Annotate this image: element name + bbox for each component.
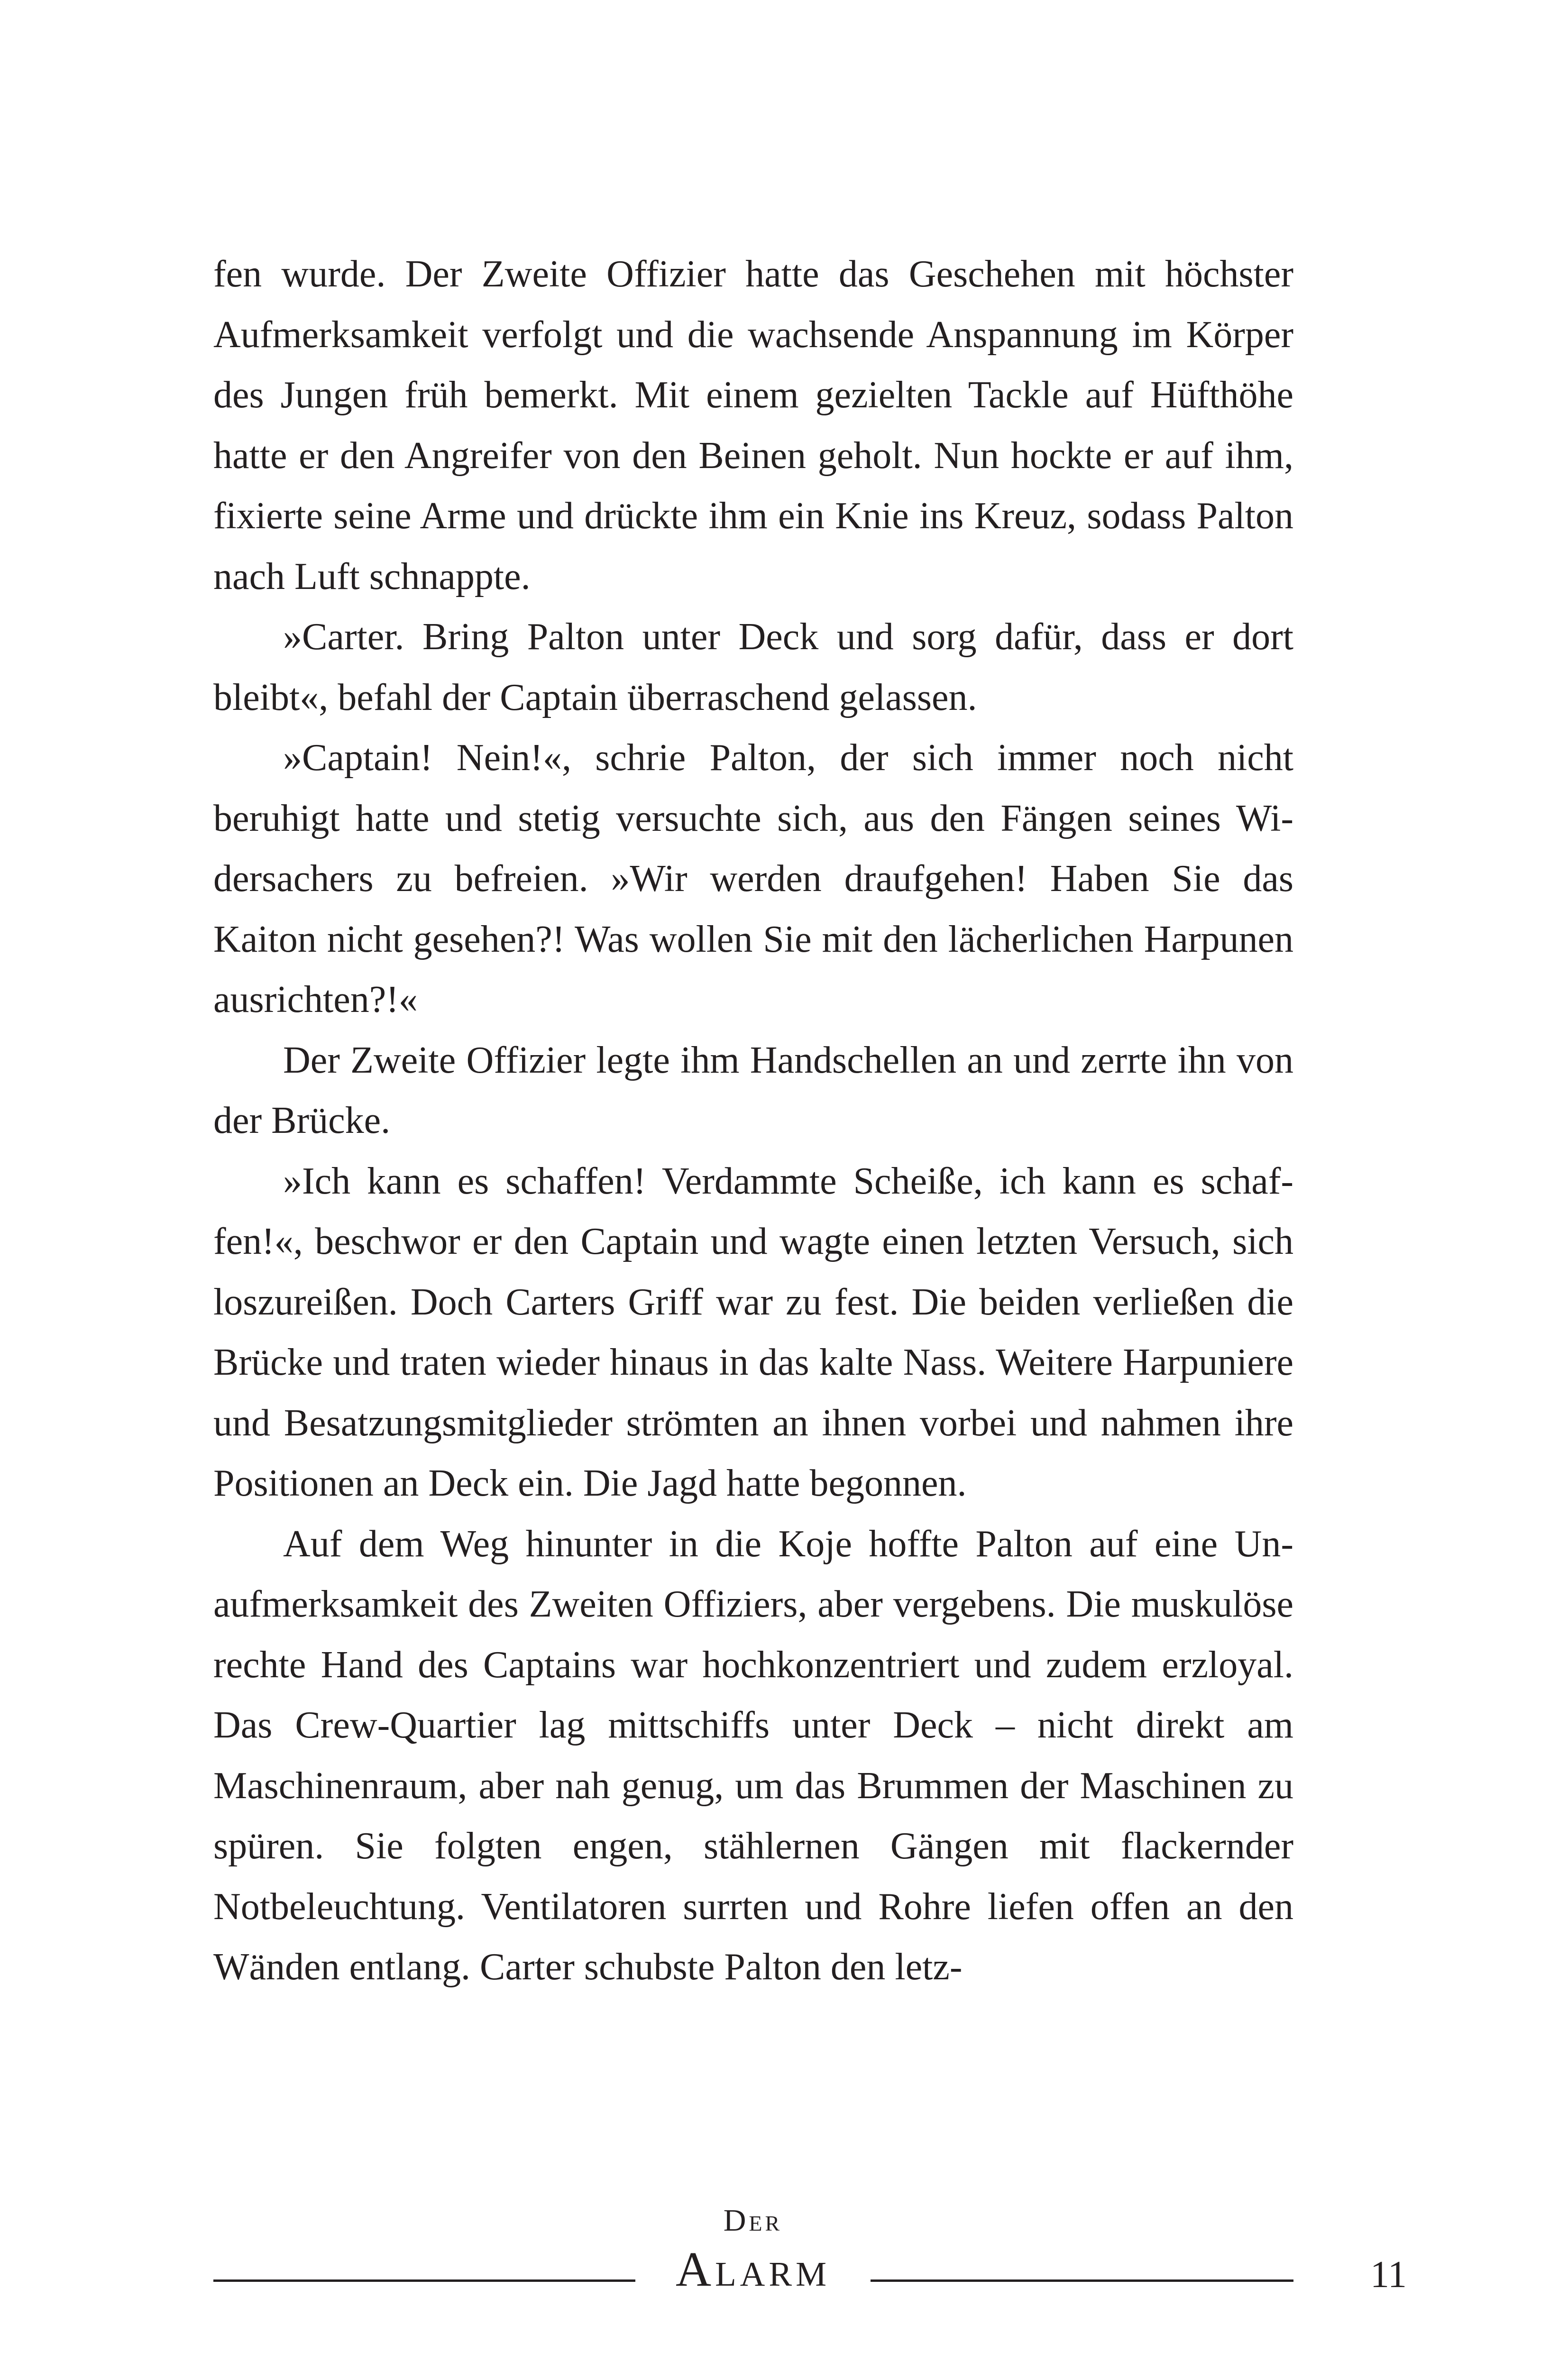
paragraph: Der Zweite Offizier legte ihm Handschellen an und zerrte ihn von der Brücke. [213, 1039, 1293, 1141]
footer-rule-left [213, 2279, 635, 2282]
running-title-line2: Alarm [675, 2242, 830, 2297]
paragraph: »Carter. Bring Palton unter Deck und sorg dafür, dass er dort bleibt«, befahl der Captain überraschend gelassen. [213, 616, 1293, 718]
paragraph: »Captain! Nein!«, schrie Palton, der sich immer noch nicht beruhigt hatte und stetig versuchte sich, aus den Fängen seines Widersachers zu befreien. »Wir werden draufgehen! Haben Sie das Kaiton nicht gesehen?! Was wollen Sie mit den lächerlichen Harpunen ausrichten?!« [213, 737, 1293, 1020]
body-text [213, 244, 1293, 1998]
paragraph: »Ich kann es schaffen! Verdammte Scheiße, ich kann es schaffen!«, beschwor er den Captain und wagte einen letzten Versuch, sich loszureißen. Doch Carters Griff war zu fest. Die beiden verließen die Brücke und traten wieder hinaus in das kalte Nass. Weitere Harpuniere und Besatzungsmitglieder strömten an ihnen vorbei und nahmen ihre Positionen an Deck ein. Die Jagd hatte begonnen. [213, 1160, 1293, 1504]
paragraph: fen wurde. Der Zweite Offizier hatte das Geschehen mit höchster Aufmerksamkeit verfolgt und die wachsende Anspannung im Körper des Jungen früh bemerkt. Mit einem gezielten Tackle auf Hüfthöhe hatte er den Angreifer von den Beinen geholt. Nun hockte er auf ihm, fixierte seine Arme und drückte ihm ein Knie ins Kreuz, sodass Palton nach Luft schnappte. [213, 253, 1293, 597]
running-title-line1: Der [723, 2203, 783, 2238]
page-number: 11 [1370, 2254, 1407, 2296]
running-title [635, 2203, 871, 2297]
footer-rule-right [871, 2279, 1293, 2282]
paragraph: Auf dem Weg hinunter in die Koje hoffte Palton auf eine Unaufmerksamkeit des Zweiten Offiziers, aber vergebens. Die muskulöse rechte Hand des Captains war hochkonzentriert und zudem erzloyal. Das Crew-Quartier lag mittschiffs unter Deck – nicht direkt am Maschinenraum, aber nah genug, um das Brummen der Maschinen zu spüren. Sie folgten engen, stählernen Gängen mit flackernder Notbeleuchtung. Ventilatoren surrten und Rohre liefen offen an den Wänden entlang. Carter schubste Palton den letz- [213, 1523, 1293, 1988]
